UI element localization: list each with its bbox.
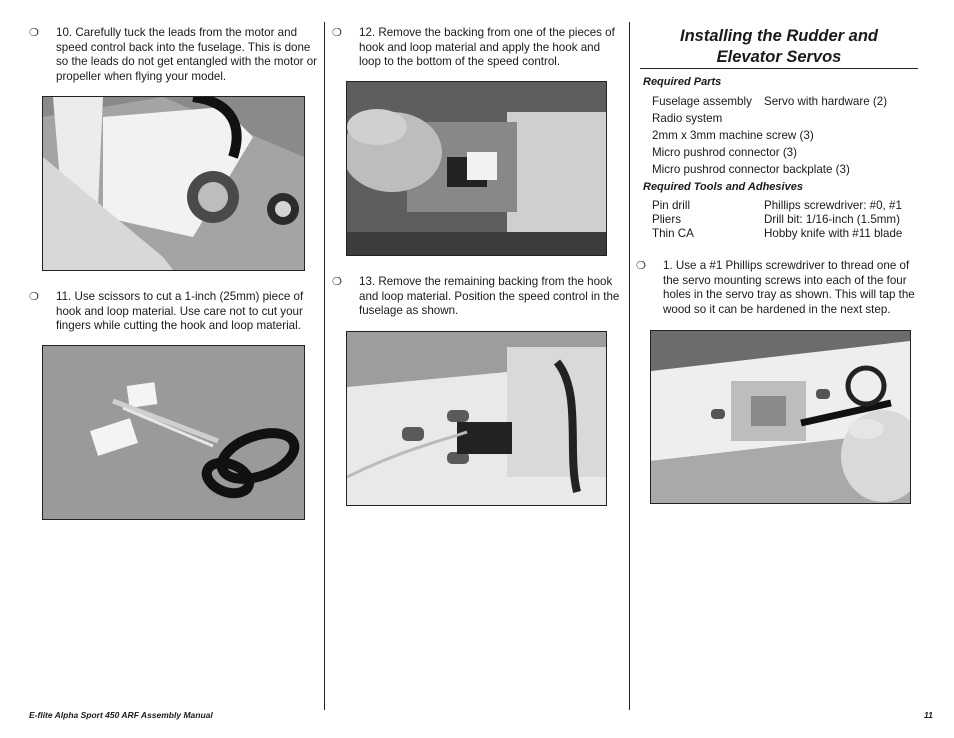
tool-hobby-knife: Hobby knife with #11 blade	[764, 227, 903, 240]
column-divider-right	[629, 22, 630, 710]
checkbox-bullet-icon: ❍	[29, 291, 39, 303]
checkbox-bullet-icon: ❍	[29, 27, 39, 39]
part-radio-system: Radio system	[652, 112, 723, 125]
section-title	[640, 26, 918, 68]
photo-servo-tray-screws	[650, 330, 911, 504]
footer-manual-title: E-flite Alpha Sport 450 ARF Assembly Manual	[29, 710, 213, 720]
footer-page-number: 11	[924, 710, 933, 720]
step-12-text: 12. Remove the backing from one of the pieces of hook and loop material and apply the hook and loop to the bottom of the speed control.	[359, 26, 615, 69]
photo-speed-control-installed	[346, 331, 607, 506]
step-11-text: 11. Use scissors to cut a 1-inch (25mm) piece of hook and loop material. Use care not to cut your fingers while cutting the hook and loop material.	[56, 290, 304, 333]
tool-thin-ca: Thin CA	[652, 227, 694, 240]
tool-pliers: Pliers	[652, 213, 681, 226]
step-1-text: 1. Use a #1 Phillips screwdriver to thread one of the servo mounting screws into each of the four holes in the servo tray as shown. This will tap the wood so it can be hardened in the next step.	[663, 259, 915, 316]
checkbox-bullet-icon: ❍	[636, 260, 646, 272]
photo-hook-loop-speed-control	[346, 81, 607, 256]
photo-motor-mount	[42, 96, 305, 271]
required-parts-heading: Required Parts	[643, 76, 722, 88]
section-title-rule	[640, 68, 918, 69]
part-pushrod-connector: Micro pushrod connector (3)	[652, 146, 797, 159]
section-title-line-1: Installing the Rudder and	[679, 27, 878, 45]
step-13-text: 13. Remove the remaining backing from the hook and loop material. Position the speed control in the fuselage as shown.	[359, 275, 620, 318]
part-pushrod-backplate: Micro pushrod connector backplate (3)	[652, 163, 850, 176]
part-machine-screw: 2mm x 3mm machine screw (3)	[652, 129, 814, 142]
column-divider-left	[324, 22, 325, 710]
tool-drill-bit: Drill bit: 1/16-inch (1.5mm)	[764, 213, 900, 226]
photo-scissors	[42, 345, 305, 520]
step-10-text: 10. Carefully tuck the leads from the motor and speed control back into the fuselage. This is done so the leads do not get entangled with the motor or propeller when flying your model.	[56, 26, 318, 83]
section-title-line-2: Elevator Servos	[716, 48, 842, 66]
tool-pin-drill: Pin drill	[652, 199, 691, 212]
required-tools-heading: Required Tools and Adhesives	[643, 181, 803, 193]
tool-phillips-screwdriver: Phillips screwdriver: #0, #1	[764, 199, 902, 212]
part-servo-with-hardware: Servo with hardware (2)	[764, 95, 888, 108]
part-fuselage-assembly: Fuselage assembly	[652, 95, 752, 108]
checkbox-bullet-icon: ❍	[332, 276, 342, 288]
checkbox-bullet-icon: ❍	[332, 27, 342, 39]
